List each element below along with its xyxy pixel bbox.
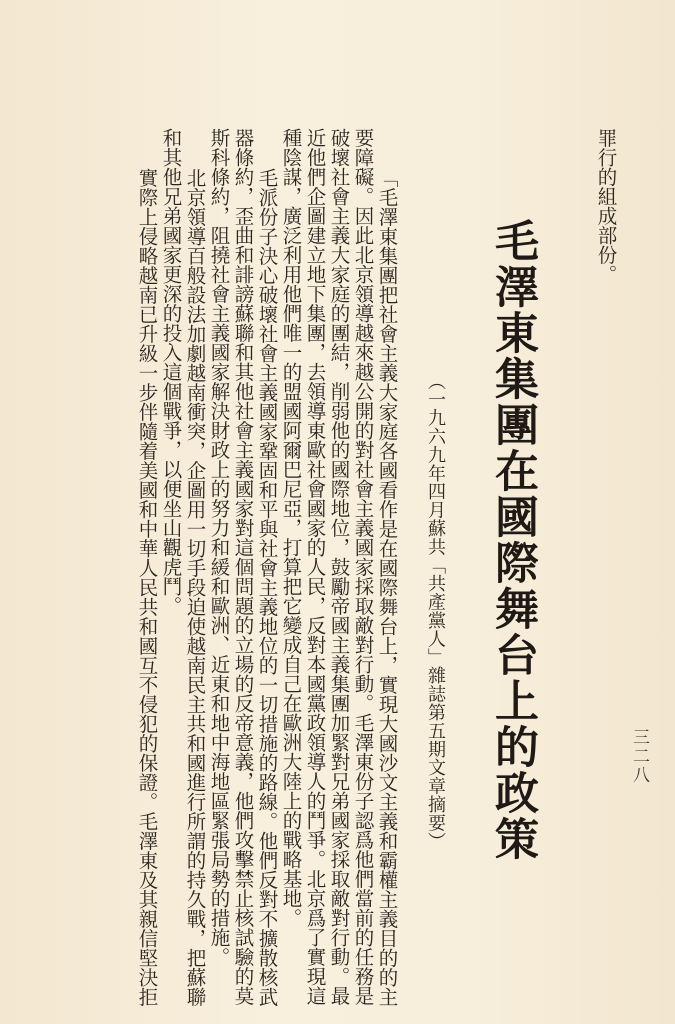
- text-column-7: 毛派份子決心破壞社會主義國家鞏固和平與社會主義地位的一切措施的路線。他們反對不擴散核武: [255, 168, 279, 1007]
- text-column-4: 破壞社會主義大家庭的團結，削弱他的國際地位，鼓勵帝國主義集團加緊對兄弟國家採取敵對行動。最: [327, 128, 351, 1006]
- text-column-6: 種陰謀，廣泛利用他們唯一的盟國阿爾巴尼亞，打算把它變成自己在歐洲大陸上的戰略基地。: [279, 128, 303, 928]
- page-number: 三二八: [629, 728, 649, 785]
- page-title: 毛澤東集團在國際舞台上的政策: [487, 218, 538, 862]
- text-column-8: 器條約，歪曲和誹謗蘇聯和其他社會主義國家對這個問題的立場的反帝意義，他們攻擊禁止核試驗的莫: [231, 128, 255, 1006]
- text-column-12: 實際上侵略越南已升級一步伴隨着美國和中華人民共和國互不侵犯的保證。毛澤東及其親信堅決拒: [135, 168, 159, 1007]
- text-column-3: 要障礙。因此北京領導越來越公開的對社會主義國家採取敵對行動。毛澤東份子認爲他們當前的任務是: [351, 128, 375, 1006]
- text-column-11: 和其他兄弟國家更深的投入這個戰爭，以便坐山觀虎鬥。: [159, 128, 183, 616]
- text-column-1: 罪行的組成部份。: [594, 128, 618, 284]
- text-column-10: 北京領導百般設法加劇越南衝突，企圖用一切手段迫使越南民主共和國進行所謂的持久戰，把蘇聯: [183, 168, 207, 1007]
- text-column-9: 斯科條約，阻撓社會主義國家解決財政上的努力和緩和歐洲、近東和地中海地區緊張局勢的措施。: [207, 128, 231, 967]
- text-column-2: 「毛澤東集團把社會主義大家庭各國看作是在國際舞台上，實現大國沙文主義和霸權主義目的的主: [375, 168, 399, 1007]
- subtitle: （一九六九年四月蘇共「共產黨人」雜誌第五期文章摘要）: [425, 372, 446, 851]
- text-column-5: 近他們企圖建立地下集團，去領導東歐社會國家的人民，反對本國黨政領導人的鬥爭。北京爲了實現這: [303, 128, 327, 1006]
